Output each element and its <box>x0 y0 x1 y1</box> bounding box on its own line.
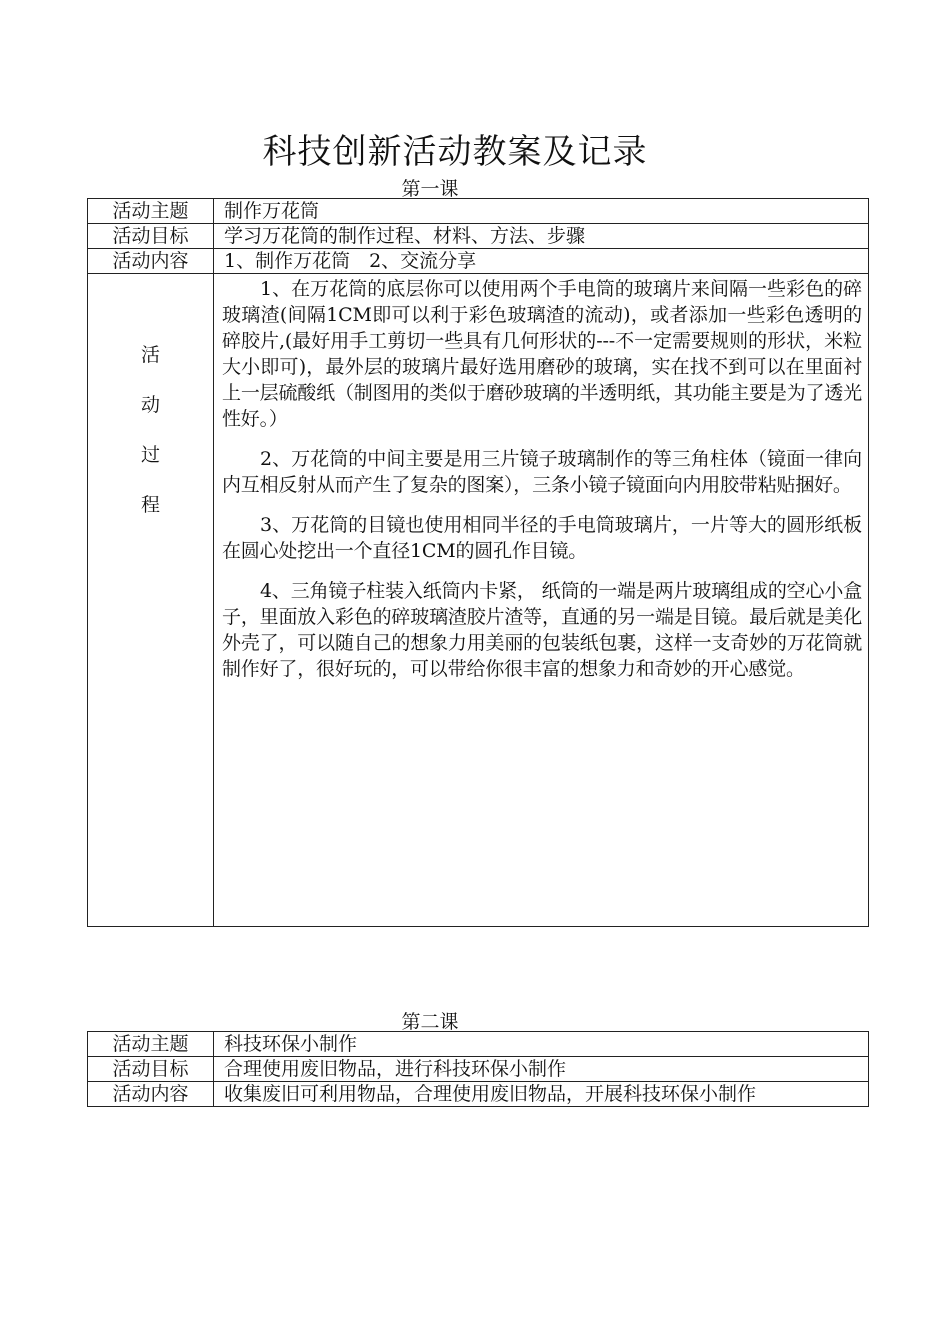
process-label <box>88 274 214 927</box>
table-row-goal <box>88 224 869 249</box>
process-body <box>214 274 869 927</box>
lesson-1-table <box>87 198 869 927</box>
process-paragraph-3: 3、万花筒的目镜也使用相同半径的手电筒玻璃片，一片等大的圆形纸板在圆心处挖出一个直径1CM的圆孔作目镜。 <box>222 514 862 562</box>
process-paragraph-2: 2、万花筒的中间主要是用三片镜子玻璃制作的等三角柱体（镜面一律向内互相反射从而产生了复杂的图案），三条小镜子镜面向内用胶带粘贴捆好。 <box>222 448 862 496</box>
goal-label: 活动目标 <box>88 1057 214 1082</box>
lesson-2-heading: 第二课 <box>401 1011 459 1033</box>
content-label: 活动内容 <box>88 249 214 274</box>
content-value: 收集废旧可利用物品，合理使用废旧物品，开展科技环保小制作 <box>214 1082 869 1107</box>
process-label-char: 动 <box>140 394 160 416</box>
theme-value: 制作万花筒 <box>214 199 869 224</box>
theme-label: 活动主题 <box>88 1032 214 1057</box>
document-title: 科技创新活动教案及记录 <box>262 132 648 172</box>
process-paragraph-1: 1、在万花筒的底层你可以使用两个手电筒的玻璃片来间隔一些彩色的碎玻璃渣(间隔1CM即可以利于彩色玻璃渣的流动)，或者添加一些彩色透明的碎胶片,(最好用手工剪切一些具有几何形状的---不一定需要规则的形状，米粒大小即可)，最外层的玻璃片最好选用磨砂的玻璃，实在找不到可以在里面衬上一层硫酸纸（制图用的类似于磨砂玻璃的半透明纸，其功能主要是为了透光性好。） <box>222 278 862 430</box>
table-row-process <box>88 274 869 927</box>
content-value: 1、制作万花筒 2、交流分享 <box>214 249 869 274</box>
table-row-goal <box>88 1057 869 1082</box>
theme-value: 科技环保小制作 <box>214 1032 869 1057</box>
theme-label: 活动主题 <box>88 199 214 224</box>
process-paragraph-4: 4、三角镜子柱装入纸筒内卡紧， 纸筒的一端是两片玻璃组成的空心小盒子，里面放入彩色的碎玻璃渣胶片渣等，直通的另一端是目镜。最后就是美化外壳了，可以随自己的想象力用美丽的包装纸包裹，这样一支奇妙的万花筒就制作好了，很好玩的，可以带给你很丰富的想象力和奇妙的开心感觉。 <box>222 580 862 680</box>
goal-value: 合理使用废旧物品，进行科技环保小制作 <box>214 1057 869 1082</box>
table-row-theme <box>88 1032 869 1057</box>
goal-value: 学习万花筒的制作过程、材料、方法、步骤 <box>214 224 869 249</box>
content-label: 活动内容 <box>88 1082 214 1107</box>
lesson-1-heading: 第一课 <box>401 178 459 200</box>
process-label-char: 活 <box>140 344 160 366</box>
lesson-2-table <box>87 1031 869 1107</box>
table-row-content <box>88 1082 869 1107</box>
table-row-content <box>88 249 869 274</box>
process-label-char: 过 <box>140 444 160 466</box>
goal-label: 活动目标 <box>88 224 214 249</box>
table-row-theme <box>88 199 869 224</box>
process-label-char: 程 <box>140 494 160 516</box>
